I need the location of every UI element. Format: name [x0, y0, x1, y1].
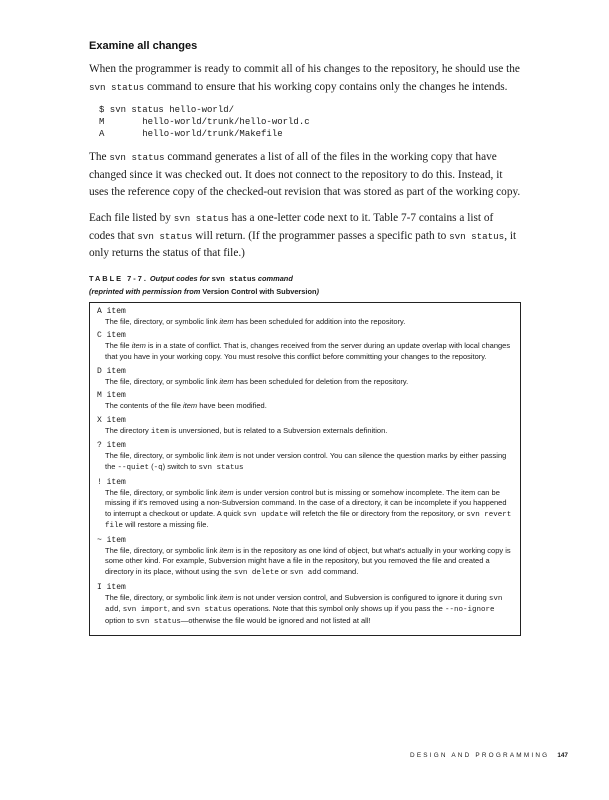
- table-row: [97, 415, 514, 438]
- table-row: [97, 366, 514, 388]
- inline-code: svn add: [289, 569, 322, 578]
- paragraph-intro: [89, 61, 521, 96]
- paragraph-status: [89, 149, 521, 202]
- status-codes-table: [89, 302, 521, 637]
- inline-code: svn status: [173, 212, 229, 224]
- text: The file, directory, or symbolic link: [105, 592, 220, 602]
- text: command generates a list of all of the files in the working copy that have changed since it was checked out. It does not connect to the repository to do this. Instead, it uses the reference copy of the checked-out revision that was stored as part of the working copy.: [89, 151, 521, 199]
- status-code: I item: [97, 582, 126, 592]
- text: The file: [105, 341, 132, 351]
- table-row: [97, 477, 514, 532]
- text: Each file listed by: [89, 211, 174, 224]
- status-code: A item: [97, 306, 126, 316]
- section-heading: Examine all changes: [89, 40, 198, 52]
- table-row: [97, 306, 514, 328]
- status-description: [105, 593, 514, 628]
- inline-code: svn status: [186, 606, 232, 615]
- table-row: [97, 535, 514, 579]
- inline-code: --no-ignore: [444, 606, 495, 615]
- text: is not under version control, and Subversion is configured to ignore it during: [233, 592, 489, 602]
- text: When the programmer is ready to commit all of his changes to the repository, he should use the: [89, 63, 520, 75]
- text: , it only returns the status of that file.): [89, 229, 517, 260]
- text: item: [219, 376, 234, 386]
- inline-code: svn delete: [233, 569, 279, 578]
- text: (: [149, 461, 154, 471]
- text: or: [278, 567, 290, 577]
- table-caption: [89, 273, 521, 286]
- inline-code: svn status: [89, 81, 145, 93]
- page-content: [89, 40, 521, 636]
- inline-code: svn status: [135, 617, 181, 626]
- status-code: C item: [97, 331, 126, 341]
- text: has a one-letter code next to it. Table 7-7 contains a list of codes that: [89, 211, 494, 242]
- code-block: [99, 104, 521, 140]
- text: item: [219, 592, 234, 602]
- inline-code: -q: [153, 463, 163, 472]
- text: The directory: [105, 425, 151, 435]
- code-line: A hello-world/trunk/Makefile: [99, 129, 283, 140]
- text: have been modified.: [197, 401, 267, 411]
- status-description: [105, 451, 514, 473]
- text: ) switch to: [162, 461, 199, 471]
- table-row: [97, 330, 514, 362]
- text: item: [131, 341, 146, 351]
- status-description: [105, 546, 514, 579]
- inline-code: svn import: [122, 606, 168, 615]
- status-code: ~ item: [97, 535, 126, 545]
- status-description: [105, 426, 514, 438]
- text: ): [316, 286, 319, 296]
- text: has been scheduled for addition into the repository.: [233, 316, 406, 326]
- inline-code: item: [150, 427, 169, 436]
- inline-code: svn status: [198, 463, 244, 472]
- table-row: [97, 390, 514, 412]
- status-description: [105, 317, 514, 328]
- text: command: [255, 273, 293, 283]
- text: The contents of the file: [105, 401, 183, 411]
- table-credit: [89, 286, 521, 297]
- status-code: ! item: [97, 477, 126, 487]
- status-description: [105, 377, 514, 388]
- status-code: X item: [97, 415, 126, 425]
- inline-code: svn status: [211, 275, 256, 284]
- inline-code: svn status: [137, 230, 193, 242]
- text: The file, directory, or symbolic link: [105, 487, 220, 497]
- text: item: [182, 401, 198, 411]
- text: is unversioned, but is related to a Subversion externals definition.: [168, 425, 388, 435]
- text: operations. Note that this symbol only shows up if you pass the: [231, 604, 445, 614]
- status-description: [105, 341, 514, 362]
- text: The file, directory, or symbolic link: [105, 545, 220, 555]
- table-label: TABLE 7-7.: [89, 273, 148, 283]
- status-description: [105, 401, 514, 412]
- running-footer: DESIGN AND PROGRAMMING: [410, 752, 550, 759]
- text: is under version control but is missing or somehow incomplete. The item can be missing if it's removed using a non-Subversion command. In the case of a directory, it can be incomplete if you happened to interrupt a checkout or update. A quick: [105, 487, 507, 518]
- status-code: D item: [97, 366, 126, 376]
- text: is not under version control. You can silence the question marks by either passing the: [105, 451, 507, 471]
- inline-code: svn revert file: [105, 510, 512, 531]
- text: command.: [321, 567, 359, 577]
- text: option to: [105, 615, 136, 625]
- text: , and: [167, 604, 187, 614]
- text: is in a state of conflict. That is, changes received from the server during an update overlap with local changes that you have in your working copy. You must resolve this conflict before committing your changes to the repository.: [105, 341, 511, 361]
- text: has been scheduled for deletion from the repository.: [233, 376, 409, 386]
- page-footer: [0, 752, 568, 759]
- text: ,: [118, 604, 123, 614]
- text: (reprinted with permission from: [89, 286, 203, 296]
- text: item: [219, 451, 234, 461]
- status-code: M item: [97, 391, 126, 401]
- text: item: [219, 545, 234, 555]
- text: The file, directory, or symbolic link: [105, 376, 220, 386]
- inline-code: svn status: [449, 230, 505, 242]
- table-row: [97, 582, 514, 628]
- code-line: M hello-world/trunk/hello-world.c: [99, 117, 310, 128]
- text: Output codes for: [147, 273, 212, 283]
- text: is in the repository as one kind of object, but what's actually in your working copy is some other kind. For example, Subversion might have a file in the repository, but you removed the file and created a directory in its place, without using the: [105, 545, 511, 577]
- text: —otherwise the file would be ignored and not listed at all!: [180, 615, 371, 625]
- inline-code: svn add: [105, 594, 503, 615]
- status-description: [105, 488, 514, 532]
- status-code: ? item: [97, 441, 126, 451]
- text: will restore a missing file.: [123, 520, 209, 530]
- page-number: 147: [557, 752, 568, 759]
- inline-code: --quiet: [117, 463, 150, 472]
- text: The: [89, 151, 110, 164]
- text: item: [219, 487, 234, 497]
- text: The file, directory, or symbolic link: [105, 451, 220, 461]
- text: The file, directory, or symbolic link: [105, 316, 220, 326]
- text: command to ensure that his working copy contains only the changes he intends.: [144, 80, 508, 93]
- text: item: [219, 316, 234, 326]
- text: will return. (If the programmer passes a specific path to: [192, 229, 450, 242]
- code-line: $ svn status hello-world/: [99, 105, 235, 116]
- inline-code: svn update: [243, 510, 289, 519]
- table-row: [97, 440, 514, 473]
- inline-code: svn status: [109, 152, 165, 164]
- paragraph-codes: [89, 210, 521, 263]
- book-title: Version Control with Subversion: [202, 286, 317, 296]
- text: will refetch the file or directory from the repository, or: [288, 508, 467, 518]
